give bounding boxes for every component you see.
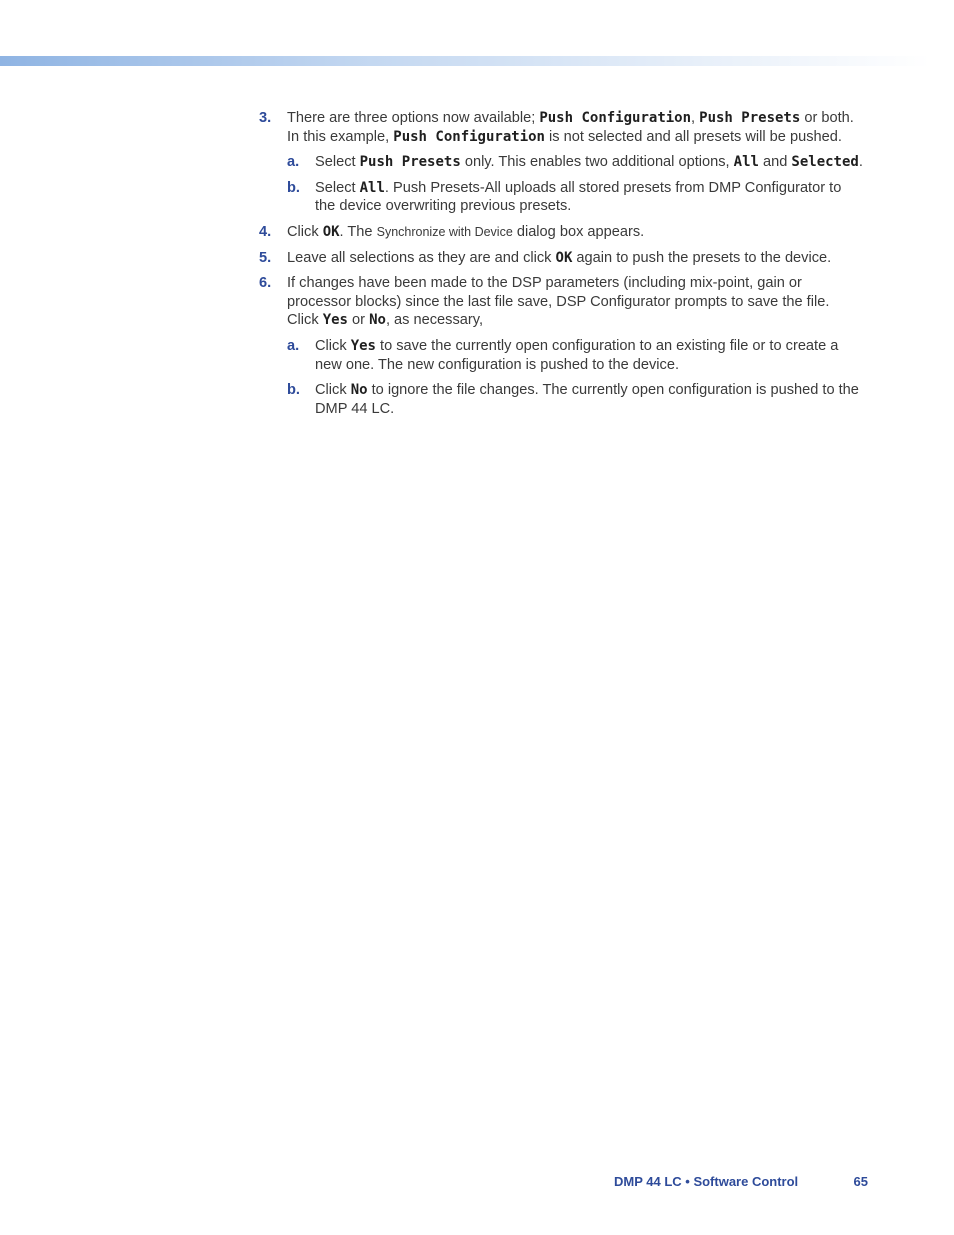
substep-letter: a. <box>287 337 300 354</box>
substep-letter: b. <box>287 382 300 399</box>
step-text: only. This enables two additional options, <box>460 154 734 171</box>
step-text: . <box>858 154 863 171</box>
step-number: 5. <box>259 249 272 266</box>
selected-option: Selected <box>791 154 859 171</box>
substep-6a <box>287 337 865 374</box>
step-text: Select <box>315 154 360 171</box>
push-configuration-option: Push Configuration <box>539 110 692 126</box>
push-presets-option: Push Presets <box>359 154 461 171</box>
header-gradient-bar <box>0 56 930 66</box>
step-text: to ignore the file changes. The currently open configuration is pushed to the DMP 44 LC. <box>315 382 859 417</box>
step-text: , <box>691 110 700 126</box>
step-text: If changes have been made to the DSP parameters (including mix-point, gain or processor blocks) since the last file save, DSP Configurator prompts to save the file. Click <box>287 275 830 329</box>
step-text: , as necessary, <box>385 312 483 329</box>
step-text: or <box>347 312 370 329</box>
step-text: Click <box>287 223 323 240</box>
dialog-name: Synchronize with Device <box>376 224 513 239</box>
step-text: dialog box appears. <box>512 223 645 240</box>
page-number: 65 <box>853 1174 868 1189</box>
all-option: All <box>733 154 759 171</box>
ok-keyword: OK <box>555 249 573 266</box>
substep-letter: b. <box>287 179 300 196</box>
push-configuration-option: Push Configuration <box>393 128 545 145</box>
step-number: 4. <box>259 223 272 240</box>
step-text: or both. In this example, <box>287 110 854 145</box>
step-text: . Push Presets-All uploads all stored presets from DMP Configurator to the device overwriting previous presets. <box>315 179 842 215</box>
step-text: Leave all selections as they are and click <box>287 249 556 266</box>
step-6 <box>259 274 865 418</box>
page-footer <box>614 1174 868 1189</box>
substep-3b <box>287 179 865 216</box>
no-keyword: No <box>350 382 368 399</box>
step-number: 6. <box>259 275 272 292</box>
ok-keyword: OK <box>322 223 340 240</box>
step-text: Select <box>315 179 360 196</box>
footer-title: DMP 44 LC • Software Control <box>614 1174 799 1189</box>
step-text: Click <box>315 337 351 354</box>
push-presets-option: Push Presets <box>699 110 801 126</box>
step-text: and <box>758 154 792 171</box>
step-number: 3. <box>259 110 272 126</box>
step-text: is not selected and all presets will be pushed. <box>544 128 842 145</box>
step-5 <box>259 249 865 268</box>
step-text: to save the currently open configuration to an existing file or to create a new one. The new configuration is pushed to the device. <box>315 337 839 373</box>
step-text: There are three options now available; <box>287 110 540 126</box>
no-keyword: No <box>369 312 386 329</box>
yes-keyword: Yes <box>322 312 348 329</box>
step-3 <box>259 109 865 216</box>
step-4 <box>259 223 865 242</box>
procedure-list <box>259 109 865 425</box>
substep-letter: a. <box>287 154 300 171</box>
step-text: Click <box>315 382 351 399</box>
substep-3a <box>287 153 865 172</box>
yes-keyword: Yes <box>350 337 376 354</box>
substep-6b <box>287 381 865 418</box>
step-text: . The <box>339 223 377 240</box>
step-text: again to push the presets to the device. <box>572 249 832 266</box>
all-option: All <box>359 179 385 196</box>
